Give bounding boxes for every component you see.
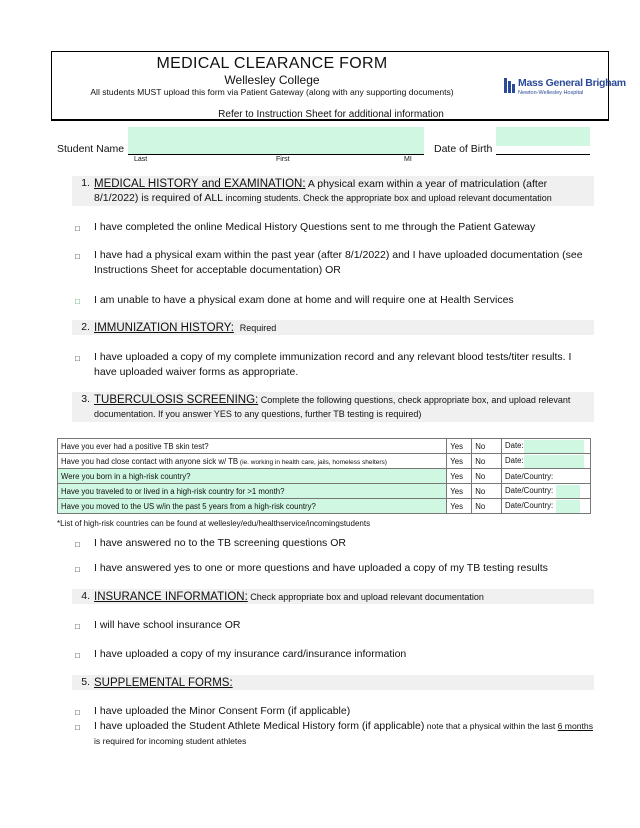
section-tb-screening	[72, 392, 594, 422]
section-number: 1.	[81, 177, 90, 189]
section-immunization	[72, 320, 594, 335]
form-title: MEDICAL CLEARANCE FORM	[156, 55, 388, 72]
yes-option[interactable]: Yes	[447, 469, 472, 484]
yes-option[interactable]: Yes	[447, 454, 472, 469]
section-heading: INSURANCE INFORMATION:	[94, 591, 248, 603]
table-row	[58, 439, 591, 454]
table-row	[58, 469, 591, 484]
date-field[interactable]	[524, 455, 584, 468]
date-label: Date:	[505, 441, 524, 451]
date-country-field[interactable]	[556, 485, 580, 498]
student-name-label: Student Name	[57, 143, 125, 155]
date-country-cell	[502, 469, 591, 484]
date-cell	[502, 454, 591, 469]
checkbox[interactable]: □	[75, 723, 80, 732]
date-label: Date:	[505, 456, 524, 466]
date-country-field[interactable]	[556, 500, 580, 513]
checkbox[interactable]: □	[75, 540, 80, 549]
checkbox[interactable]: □	[75, 708, 80, 717]
form-header	[51, 51, 626, 121]
section-supplemental	[72, 675, 594, 690]
college-name: Wellesley College	[224, 73, 320, 87]
checkbox-label: I have uploaded the Student Athlete Medical History form (if applicable) note that a physical within the last 6 months is required for incoming student athletes	[94, 720, 593, 746]
section-number: 4.	[81, 590, 90, 602]
date-country-cell	[502, 499, 591, 514]
tb-screening-table	[57, 438, 591, 514]
mgb-logo	[504, 76, 626, 98]
date-country-label: Date/Country:	[505, 471, 554, 481]
refer-note: Refer to Instruction Sheet for additional information	[218, 109, 444, 120]
checkbox[interactable]: □	[75, 565, 80, 574]
checkbox[interactable]: □	[75, 354, 80, 363]
section-heading: MEDICAL HISTORY and EXAMINATION:	[94, 178, 306, 190]
section-number: 2.	[81, 321, 90, 333]
question-cell: Have you traveled to or lived in a high-risk country for >1 month?	[58, 484, 447, 499]
section-text: Required	[239, 323, 277, 333]
table-row	[58, 499, 591, 514]
checkbox-label: I have answered no to the TB screening questions OR	[94, 537, 346, 549]
section-number: 5.	[81, 676, 90, 688]
checkbox-label: I have answered yes to one or more questions and have uploaded a copy of my TB testing results	[94, 562, 548, 574]
section-medical-history	[72, 176, 594, 206]
mgb-logo-icon	[504, 78, 515, 93]
question-cell: Have you had close contact with anyone sick w/ TB (ie. working in health care, jails, homeless shelters)	[58, 454, 447, 469]
logo-name: Mass General Brigham	[518, 77, 626, 89]
no-option[interactable]: No	[472, 454, 502, 469]
question-cell: Have you ever had a positive TB skin test?	[58, 439, 447, 454]
upload-instruction: All students MUST upload this form via Patient Gateway (along with any supporting documents)	[90, 87, 454, 97]
no-option[interactable]: No	[472, 499, 502, 514]
checkbox-label: I am unable to have a physical exam done at home and will require one at Health Services	[94, 294, 514, 306]
yes-option[interactable]: Yes	[447, 484, 472, 499]
section-text: Complete the following questions, check appropriate box, and upload relevant documentation. If you answer YES to any questions, further TB testing is required)	[94, 395, 571, 419]
date-country-cell	[502, 484, 591, 499]
high-risk-footnote: *List of high-risk countries can be found at wellesley/edu/healthservice/incomingstudents	[57, 519, 371, 528]
section-text-cont: incoming students. Check the appropriate box and upload relevant documentation	[225, 193, 552, 203]
checkbox[interactable]: □	[75, 622, 80, 631]
section-text: Check appropriate box and upload relevant documentation	[247, 592, 484, 602]
section-heading: IMMUNIZATION HISTORY:	[94, 322, 234, 334]
checkbox[interactable]: □	[75, 297, 80, 306]
checkbox-label: I have uploaded a copy of my complete immunization record and any relevant blood tests/titer results. I have uploaded waiver forms as appropriate.	[94, 351, 572, 378]
section-insurance	[72, 589, 594, 604]
question-cell: Were you born in a high-risk country?	[58, 469, 447, 484]
section-text: A physical exam within a year of matriculation (after 8/1/2022) is required of ALL	[94, 178, 548, 204]
dob-field-top[interactable]	[496, 127, 590, 146]
checkbox-label: I have uploaded a copy of my insurance card/insurance information	[94, 648, 407, 660]
first-name-sublabel: First	[276, 156, 290, 163]
date-country-label: Date/Country:	[505, 501, 554, 511]
yes-option[interactable]: Yes	[447, 499, 472, 514]
table-row	[58, 454, 591, 469]
checkbox-label: I have uploaded the Minor Consent Form (if applicable)	[94, 705, 351, 717]
logo-subtitle: Newton-Wellesley Hospital	[518, 90, 584, 96]
table-row	[58, 484, 591, 499]
dob-field-line[interactable]	[496, 146, 590, 155]
section-number: 3.	[81, 393, 90, 405]
no-option[interactable]: No	[472, 439, 502, 454]
checkbox-label: I have had a physical exam within the past year (after 8/1/2022) and I have uploaded documentation (see Instructions Sheet for acceptable documentation) OR	[94, 249, 583, 276]
student-name-field[interactable]	[128, 127, 424, 155]
date-field[interactable]	[524, 440, 584, 453]
checkbox[interactable]: □	[75, 651, 80, 660]
section-heading: TUBERCULOSIS SCREENING:	[94, 394, 259, 406]
checkbox[interactable]: □	[75, 252, 80, 261]
checkbox[interactable]: □	[75, 224, 80, 233]
middle-initial-sublabel: MI	[404, 156, 412, 163]
no-option[interactable]: No	[472, 484, 502, 499]
checkbox-label: I have completed the online Medical History Questions sent to me through the Patient Gateway	[94, 221, 536, 233]
question-cell: Have you moved to the US w/in the past 5 years from a high-risk country?	[58, 499, 447, 514]
date-cell	[502, 439, 591, 454]
yes-option[interactable]: Yes	[447, 439, 472, 454]
last-name-sublabel: Last	[134, 156, 148, 163]
date-country-label: Date/Country:	[505, 486, 554, 496]
section-heading: SUPPLEMENTAL FORMS:	[94, 677, 233, 689]
checkbox-label: I will have school insurance OR	[94, 619, 241, 631]
dob-label: Date of Birth	[434, 143, 493, 155]
no-option[interactable]: No	[472, 469, 502, 484]
